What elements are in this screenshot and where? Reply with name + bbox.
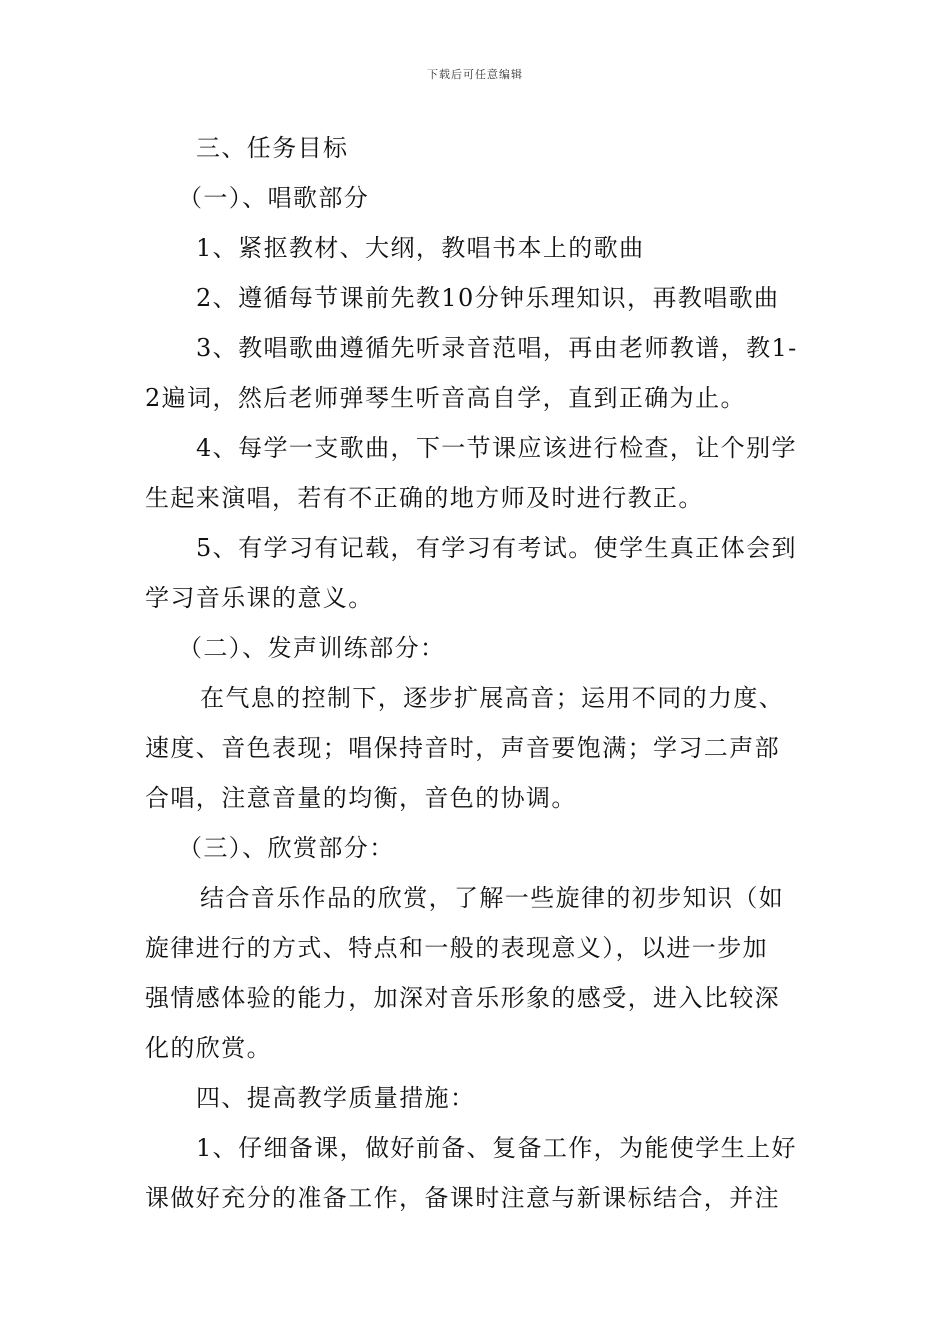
paragraph-line: 5、有学习有记载，有学习有考试。使学生真正体会到 [196,534,797,562]
subsection-heading: （一）、唱歌部分 [178,184,370,212]
paragraph-line: 4、每学一支歌曲，下一节课应该进行检查，让个别学 [196,434,797,462]
paragraph-line: 3、教唱歌曲遵循先听录音范唱，再由老师教谱，教1- [196,334,798,362]
paragraph-line: 课做好充分的准备工作，备课时注意与新课标结合，并注 [145,1184,780,1212]
section-heading: 三、任务目标 [196,134,349,162]
paragraph-line: 速度、音色表现；唱保持音时，声音要饱满；学习二声部 [145,734,780,762]
paragraph-line: 2遍词，然后老师弹琴生听音高自学，直到正确为止。 [145,384,746,412]
paragraph-line: 1、紧抠教材、大纲，教唱书本上的歌曲 [196,234,645,262]
section-heading: 四、提高教学质量措施： [196,1084,476,1112]
paragraph-line: 1、仔细备课，做好前备、复备工作，为能使学生上好 [196,1134,797,1162]
paragraph-line: 强情感体验的能力，加深对音乐形象的感受，进入比较深 [145,984,780,1012]
paragraph-line: 在气息的控制下，逐步扩展高音；运用不同的力度、 [200,684,785,712]
paragraph-line: 学习音乐课的意义。 [145,584,374,612]
paragraph-line: 生起来演唱，若有不正确的地方师及时进行教正。 [145,484,704,512]
paragraph-line: 化的欣赏。 [145,1034,272,1062]
paragraph-line: 结合音乐作品的欣赏，了解一些旋律的初步知识（如 [200,884,785,912]
paragraph-line: 2、遵循每节课前先教10分钟乐理知识，再教唱歌曲 [196,284,780,312]
subsection-heading: （二）、发声训练部分： [178,634,446,662]
paragraph-line: 合唱，注意音量的均衡，音色的协调。 [145,784,577,812]
page-header: 下载后可任意编辑 [427,68,523,81]
subsection-heading: （三）、欣赏部分： [178,834,395,862]
paragraph-line: 旋律进行的方式、特点和一般的表现意义），以进一步加 [145,934,768,962]
